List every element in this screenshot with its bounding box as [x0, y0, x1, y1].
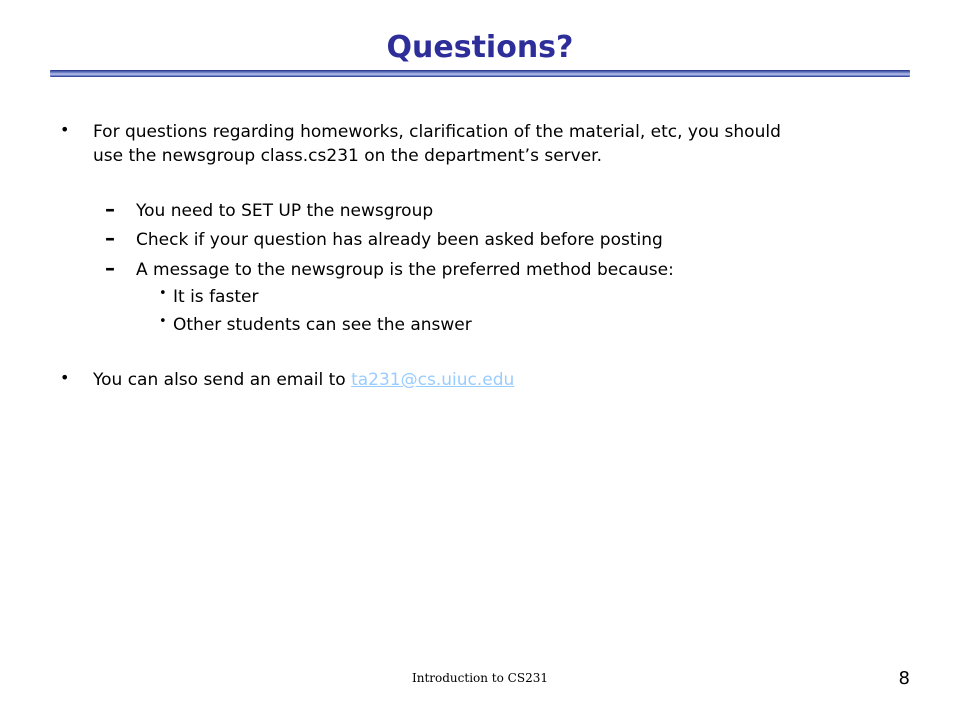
- dash-marker: –: [105, 197, 115, 221]
- sub-bullet-marker: •: [159, 314, 167, 329]
- sub-item: A message to the newsgroup is the preferred method because:: [136, 260, 674, 280]
- bullet-marker: •: [60, 120, 70, 139]
- email-link[interactable]: ta231@cs.uiuc.edu: [351, 370, 515, 390]
- bullet-text-line-1: For questions regarding homeworks, clarification of the material, etc, you should: [93, 122, 781, 142]
- sub-item: You need to SET UP the newsgroup: [136, 201, 434, 221]
- dash-marker: –: [105, 256, 115, 280]
- sub-bullet-marker: •: [159, 286, 167, 301]
- sub-sub-item: Other students can see the answer: [173, 315, 472, 335]
- email-bullet-text: You can also send an email to: [93, 370, 352, 390]
- email-bullet: [93, 368, 514, 392]
- bullet-text-line-2: use the newsgroup class.cs231 on the department’s server.: [93, 146, 603, 166]
- sub-item: Check if your question has already been asked before posting: [136, 230, 663, 250]
- page-number: 8: [898, 668, 910, 689]
- slide-title: Questions?: [386, 30, 574, 65]
- sub-sub-item: It is faster: [173, 287, 259, 307]
- dash-marker: –: [105, 226, 115, 250]
- bullet-marker: •: [60, 368, 70, 387]
- footer-course-name: Introduction to CS231: [412, 671, 548, 685]
